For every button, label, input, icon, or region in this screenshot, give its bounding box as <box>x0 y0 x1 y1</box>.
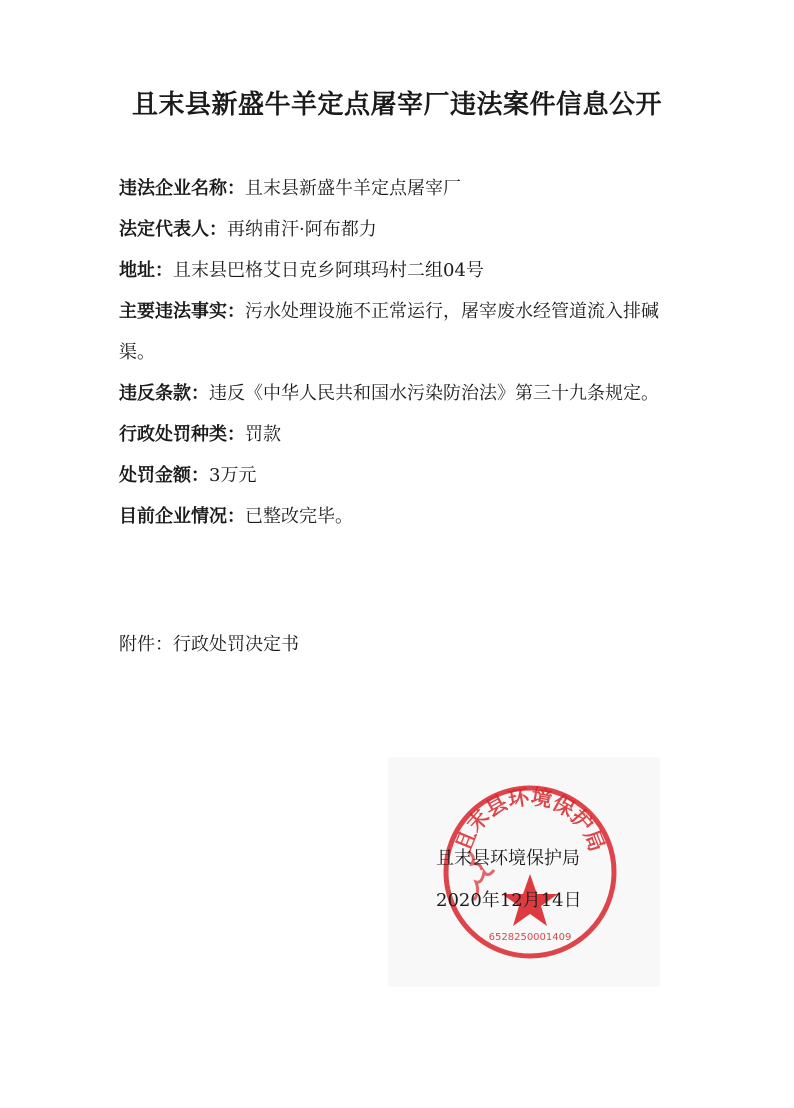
attachment-label: 附件： <box>119 634 173 655</box>
field-legal-representative <box>119 209 679 250</box>
attachment-line <box>119 624 679 665</box>
field-value: 且末县巴格艾日克乡阿琪玛村二组04号 <box>173 260 484 281</box>
field-value: 罚款 <box>245 424 281 445</box>
field-address <box>119 250 679 291</box>
seal-code: 6528250001409 <box>488 932 572 943</box>
signing-date: 2020年12月14日 <box>436 890 582 911</box>
signing-agency: 且末县环境保护局 <box>436 848 580 869</box>
field-value: 3万元 <box>209 465 257 486</box>
document-body <box>119 168 679 537</box>
document-title: 且末县新盛牛羊定点屠宰厂违法案件信息公开 <box>131 90 662 120</box>
field-value: 再纳甫汗·阿布都力 <box>227 219 377 240</box>
field-label: 处罚金额： <box>119 465 209 486</box>
field-current-status <box>119 496 679 537</box>
signature-block <box>436 838 636 922</box>
field-value: 已整改完毕。 <box>245 506 353 527</box>
field-penalty-amount <box>119 455 679 496</box>
field-company-name <box>119 168 679 209</box>
field-violation-facts <box>119 291 679 373</box>
field-label: 法定代表人： <box>119 219 227 240</box>
field-value: 污水处理设施不正常运行，屠宰废水经管道流入排碱渠。 <box>119 301 659 363</box>
field-label: 目前企业情况： <box>119 506 245 527</box>
field-violated-clause <box>119 373 679 414</box>
field-label: 地址： <box>119 260 173 281</box>
field-value: 违反《中华人民共和国水污染防治法》第三十九条规定。 <box>209 383 659 404</box>
attachment-link[interactable]: 行政处罚决定书 <box>173 634 299 655</box>
field-value: 且末县新盛牛羊定点屠宰厂 <box>245 178 461 199</box>
field-label: 违反条款： <box>119 383 209 404</box>
field-penalty-type <box>119 414 679 455</box>
seal-text: 且末县环境保护局 <box>450 784 610 855</box>
field-label: 行政处罚种类： <box>119 424 245 445</box>
field-label: 违法企业名称： <box>119 178 245 199</box>
field-label: 主要违法事实： <box>119 301 245 322</box>
